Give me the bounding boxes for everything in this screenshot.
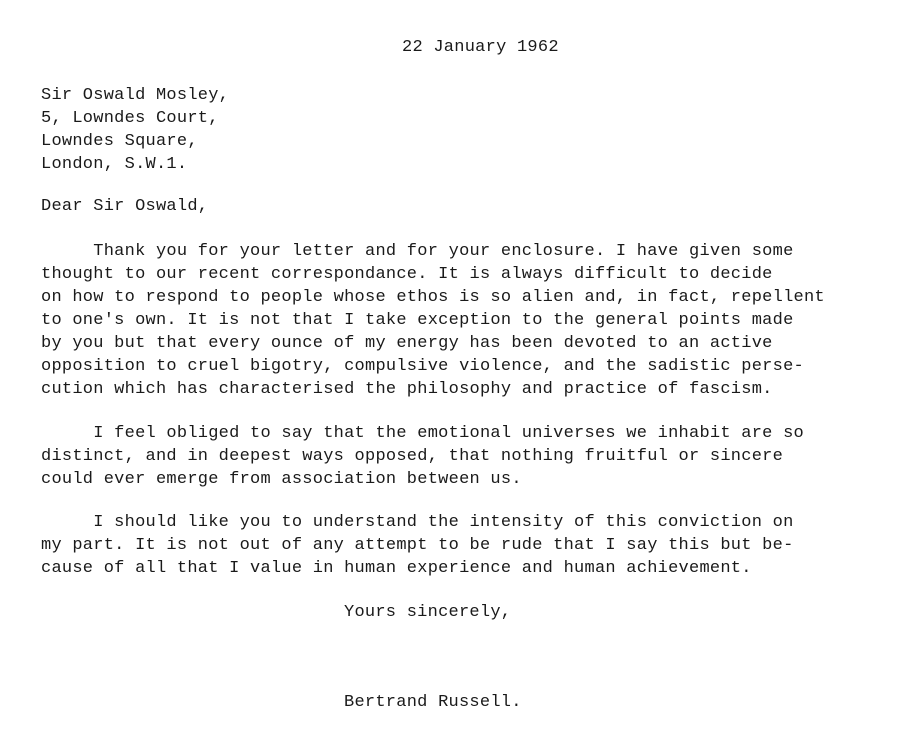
address-line: Sir Oswald Mosley, [41, 86, 230, 105]
address-line: Lowndes Square, [41, 132, 198, 151]
paragraph-line: thought to our recent correspondance. It is always difficult to decide [41, 265, 773, 284]
paragraph-line: my part. It is not out of any attempt to be rude that I say this but be- [41, 536, 794, 555]
paragraph-line: could ever emerge from association between us. [41, 470, 522, 489]
paragraph-1 [41, 240, 901, 401]
paragraph-line: distinct, and in deepest ways opposed, that nothing fruitful or sincere [41, 447, 784, 466]
paragraph-3 [41, 511, 901, 580]
salutation: Dear Sir Oswald, [41, 197, 209, 216]
address-line: London, S.W.1. [41, 155, 188, 174]
letter-date: 22 January 1962 [402, 38, 559, 57]
closing: Yours sincerely, [344, 603, 512, 622]
paragraph-line: on how to respond to people whose ethos is so alien and, in fact, repellent [41, 288, 825, 307]
paragraph-line: I feel obliged to say that the emotional universes we inhabit are so [41, 424, 804, 443]
paragraph-line: Thank you for your letter and for your enclosure. I have given some [41, 242, 794, 261]
signature-name: Bertrand Russell. [344, 693, 522, 712]
paragraph-2 [41, 422, 901, 491]
paragraph-line: opposition to cruel bigotry, compulsive violence, and the sadistic perse- [41, 357, 804, 376]
paragraph-line: to one's own. It is not that I take exception to the general points made [41, 311, 794, 330]
paragraph-line: cution which has characterised the philosophy and practice of fascism. [41, 380, 773, 399]
paragraph-line: I should like you to understand the intensity of this conviction on [41, 513, 794, 532]
address-line: 5, Lowndes Court, [41, 109, 219, 128]
paragraph-line: cause of all that I value in human experience and human achievement. [41, 559, 752, 578]
recipient-address [41, 84, 229, 176]
paragraph-line: by you but that every ounce of my energy has been devoted to an active [41, 334, 773, 353]
